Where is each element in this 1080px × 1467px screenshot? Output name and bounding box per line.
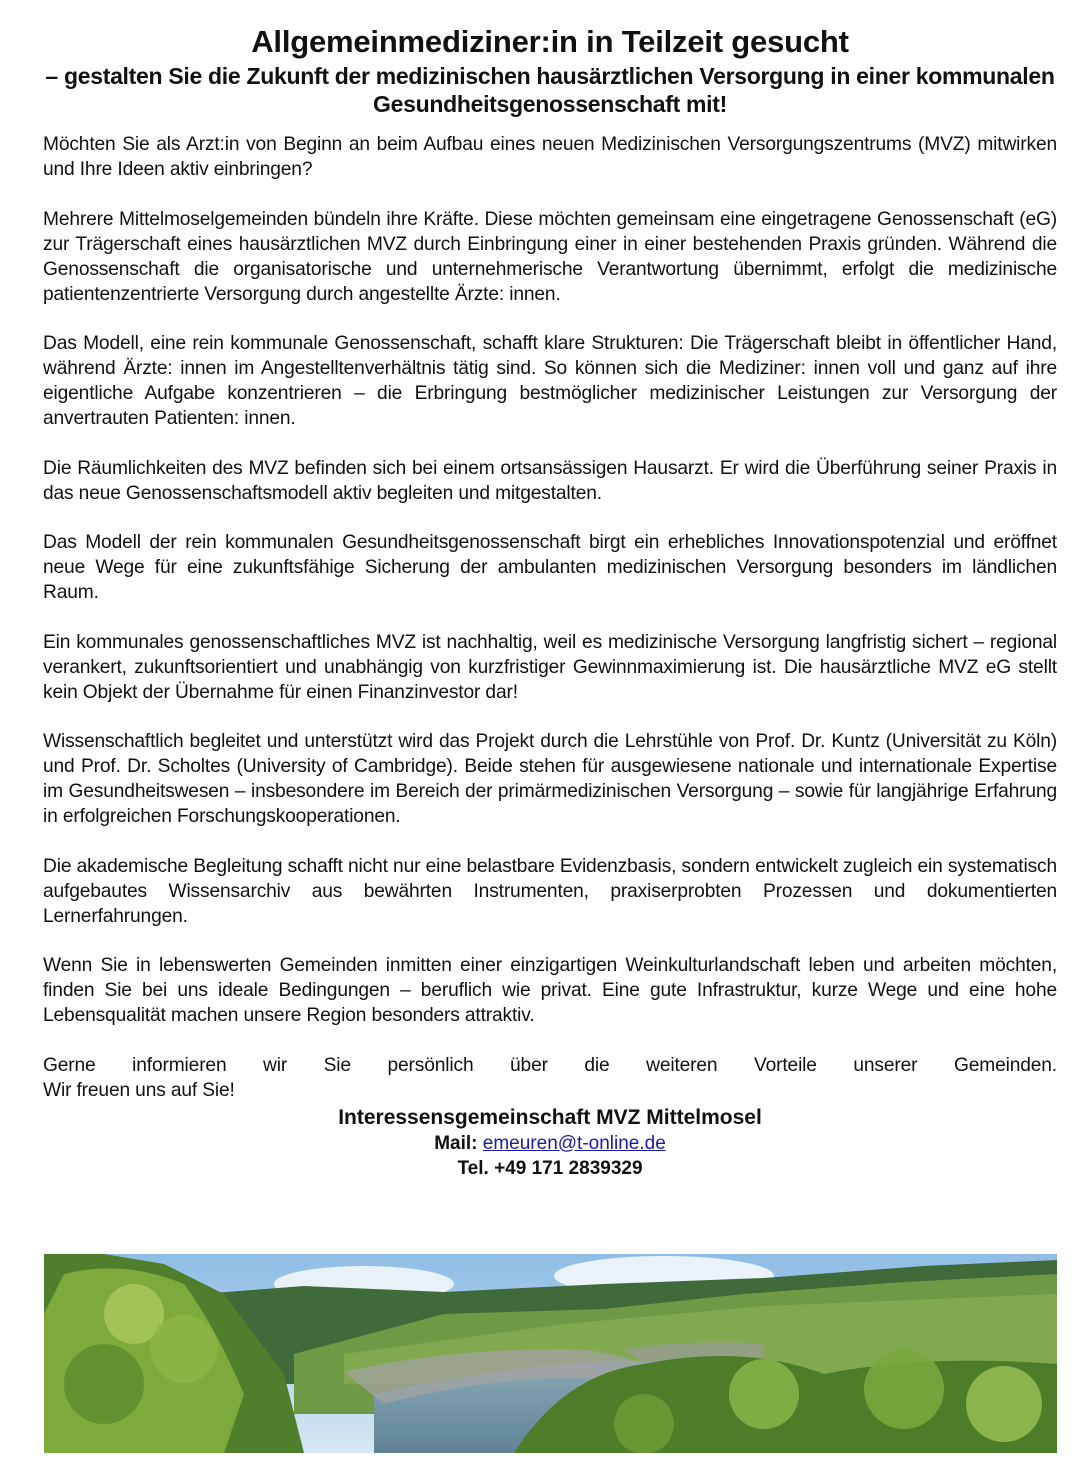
mail-label: Mail: xyxy=(434,1132,478,1154)
paragraph-model: Das Modell, eine rein kommunale Genossenschaft, schafft klare Strukturen: Die Trägerschaft bleibt in öffentlicher Hand, während Ärzte: innen im Angestelltenverhältnis tätig sind. So können sich die Mediziner: innen voll und ganz auf ihre eigentliche Aufgabe konzentrieren – die Erbringung bestmöglicher medizinischer Leistungen zur Versorgung der anvertrauten Patienten: innen. xyxy=(43,333,1057,429)
paragraph-closing xyxy=(43,1053,1057,1103)
mail-line xyxy=(43,1131,1057,1156)
closing-line-1: Gerne informieren wir Sie persönlich über die weiteren Vorteile unserer Gemeinden. xyxy=(43,1054,1057,1076)
organization-name: Interessensgemeinschaft MVZ Mittelmosel xyxy=(338,1105,762,1129)
paragraph-sustainability: Ein kommunales genossenschaftliches MVZ ist nachhaltig, weil es medizinische Versorgung langfristig sichert – regional verankert, zukunftsorientiert und unabhängig von kurzfristiger Gewinnmaximierung ist. Die hausärztliche MVZ eG stellt kein Objekt der Übernahme für einen Finanzinvestor dar! xyxy=(43,631,1057,703)
phone-number: Tel. +49 171 2839329 xyxy=(457,1157,643,1179)
page-title: Allgemeinmediziner:in in Teilzeit gesucht xyxy=(251,24,849,59)
email-link[interactable]: emeuren@t-online.de xyxy=(482,1132,666,1154)
paragraph-scientific-support: Wissenschaftlich begleitet und unterstützt wird das Projekt durch die Lehrstühle von Prof. Dr. Kuntz (Universität zu Köln) und Prof. Dr. Scholtes (University of Cambridge). Beide stehen für ausgewiesene nationale und internationale Expertise im Gesundheitswesen – insbesondere im Bereich der primärmedizinischen Versorgung – sowie für langjährige Erfahrung in erfolgreichen Forschungskooperationen. xyxy=(43,731,1057,827)
paragraph-region: Wenn Sie in lebenswerten Gemeinden inmitten einer einzigartigen Weinkulturlandschaft leben und arbeiten möchten, finden Sie bei uns ideale Bedingungen – beruflich wie privat. Eine gute Infrastruktur, kurze Wege und eine hohe Lebensqualität machen unsere Region besonders attraktiv. xyxy=(43,955,1057,1026)
moselle-landscape-photo xyxy=(44,1254,1057,1453)
paragraph-premises: Die Räumlichkeiten des MVZ befinden sich bei einem ortsansässigen Hausarzt. Er wird die Überführung seiner Praxis in das neue Genossenschaftsmodell aktiv begleiten und mitgestalten. xyxy=(43,457,1057,504)
body-text xyxy=(43,132,1057,1103)
contact-block xyxy=(43,1105,1057,1181)
paragraph-intro: Möchten Sie als Arzt:in von Beginn an beim Aufbau eines neuen Medizinischen Versorgungszentrums (MVZ) mitwirken und Ihre Ideen aktiv einbringen? xyxy=(43,134,1057,180)
page-subtitle: – gestalten Sie die Zukunft der medizinischen hausärztlichen Versorgung in einer kommunalen Gesundheitsgenossenschaft mit! xyxy=(45,63,1055,117)
paragraph-innovation: Das Modell der rein kommunalen Gesundheitsgenossenschaft birgt ein erhebliches Innovationspotenzial und eröffnet neue Wege für eine zukunftsfähige Sicherung der ambulanten medizinischen Versorgung besonders im ländlichen Raum. xyxy=(43,532,1057,603)
paragraph-academic: Die akademische Begleitung schafft nicht nur eine belastbare Evidenzbasis, sondern entwickelt zugleich ein systematisch aufgebautes Wissensarchiv aus bewährten Instrumenten, praxiserprobten Prozessen und dokumentierten Lernerfahrungen. xyxy=(43,855,1057,927)
job-advertisement xyxy=(43,22,1057,1181)
closing-line-2: Wir freuen uns auf Sie! xyxy=(43,1079,235,1101)
paragraph-cooperative: Mehrere Mittelmoselgemeinden bündeln ihre Kräfte. Diese möchten gemeinsam eine eingetragene Genossenschaft (eG) zur Trägerschaft eines hausärztlichen MVZ durch Einbringung einer in einer bestehenden Praxis gründen. Während die Genossenschaft die organisatorische und unternehmerische Verantwortung übernimmt, erfolgt die medizinische patientenzentrierte Versorgung durch angestellte Ärzte: innen. xyxy=(43,208,1057,305)
